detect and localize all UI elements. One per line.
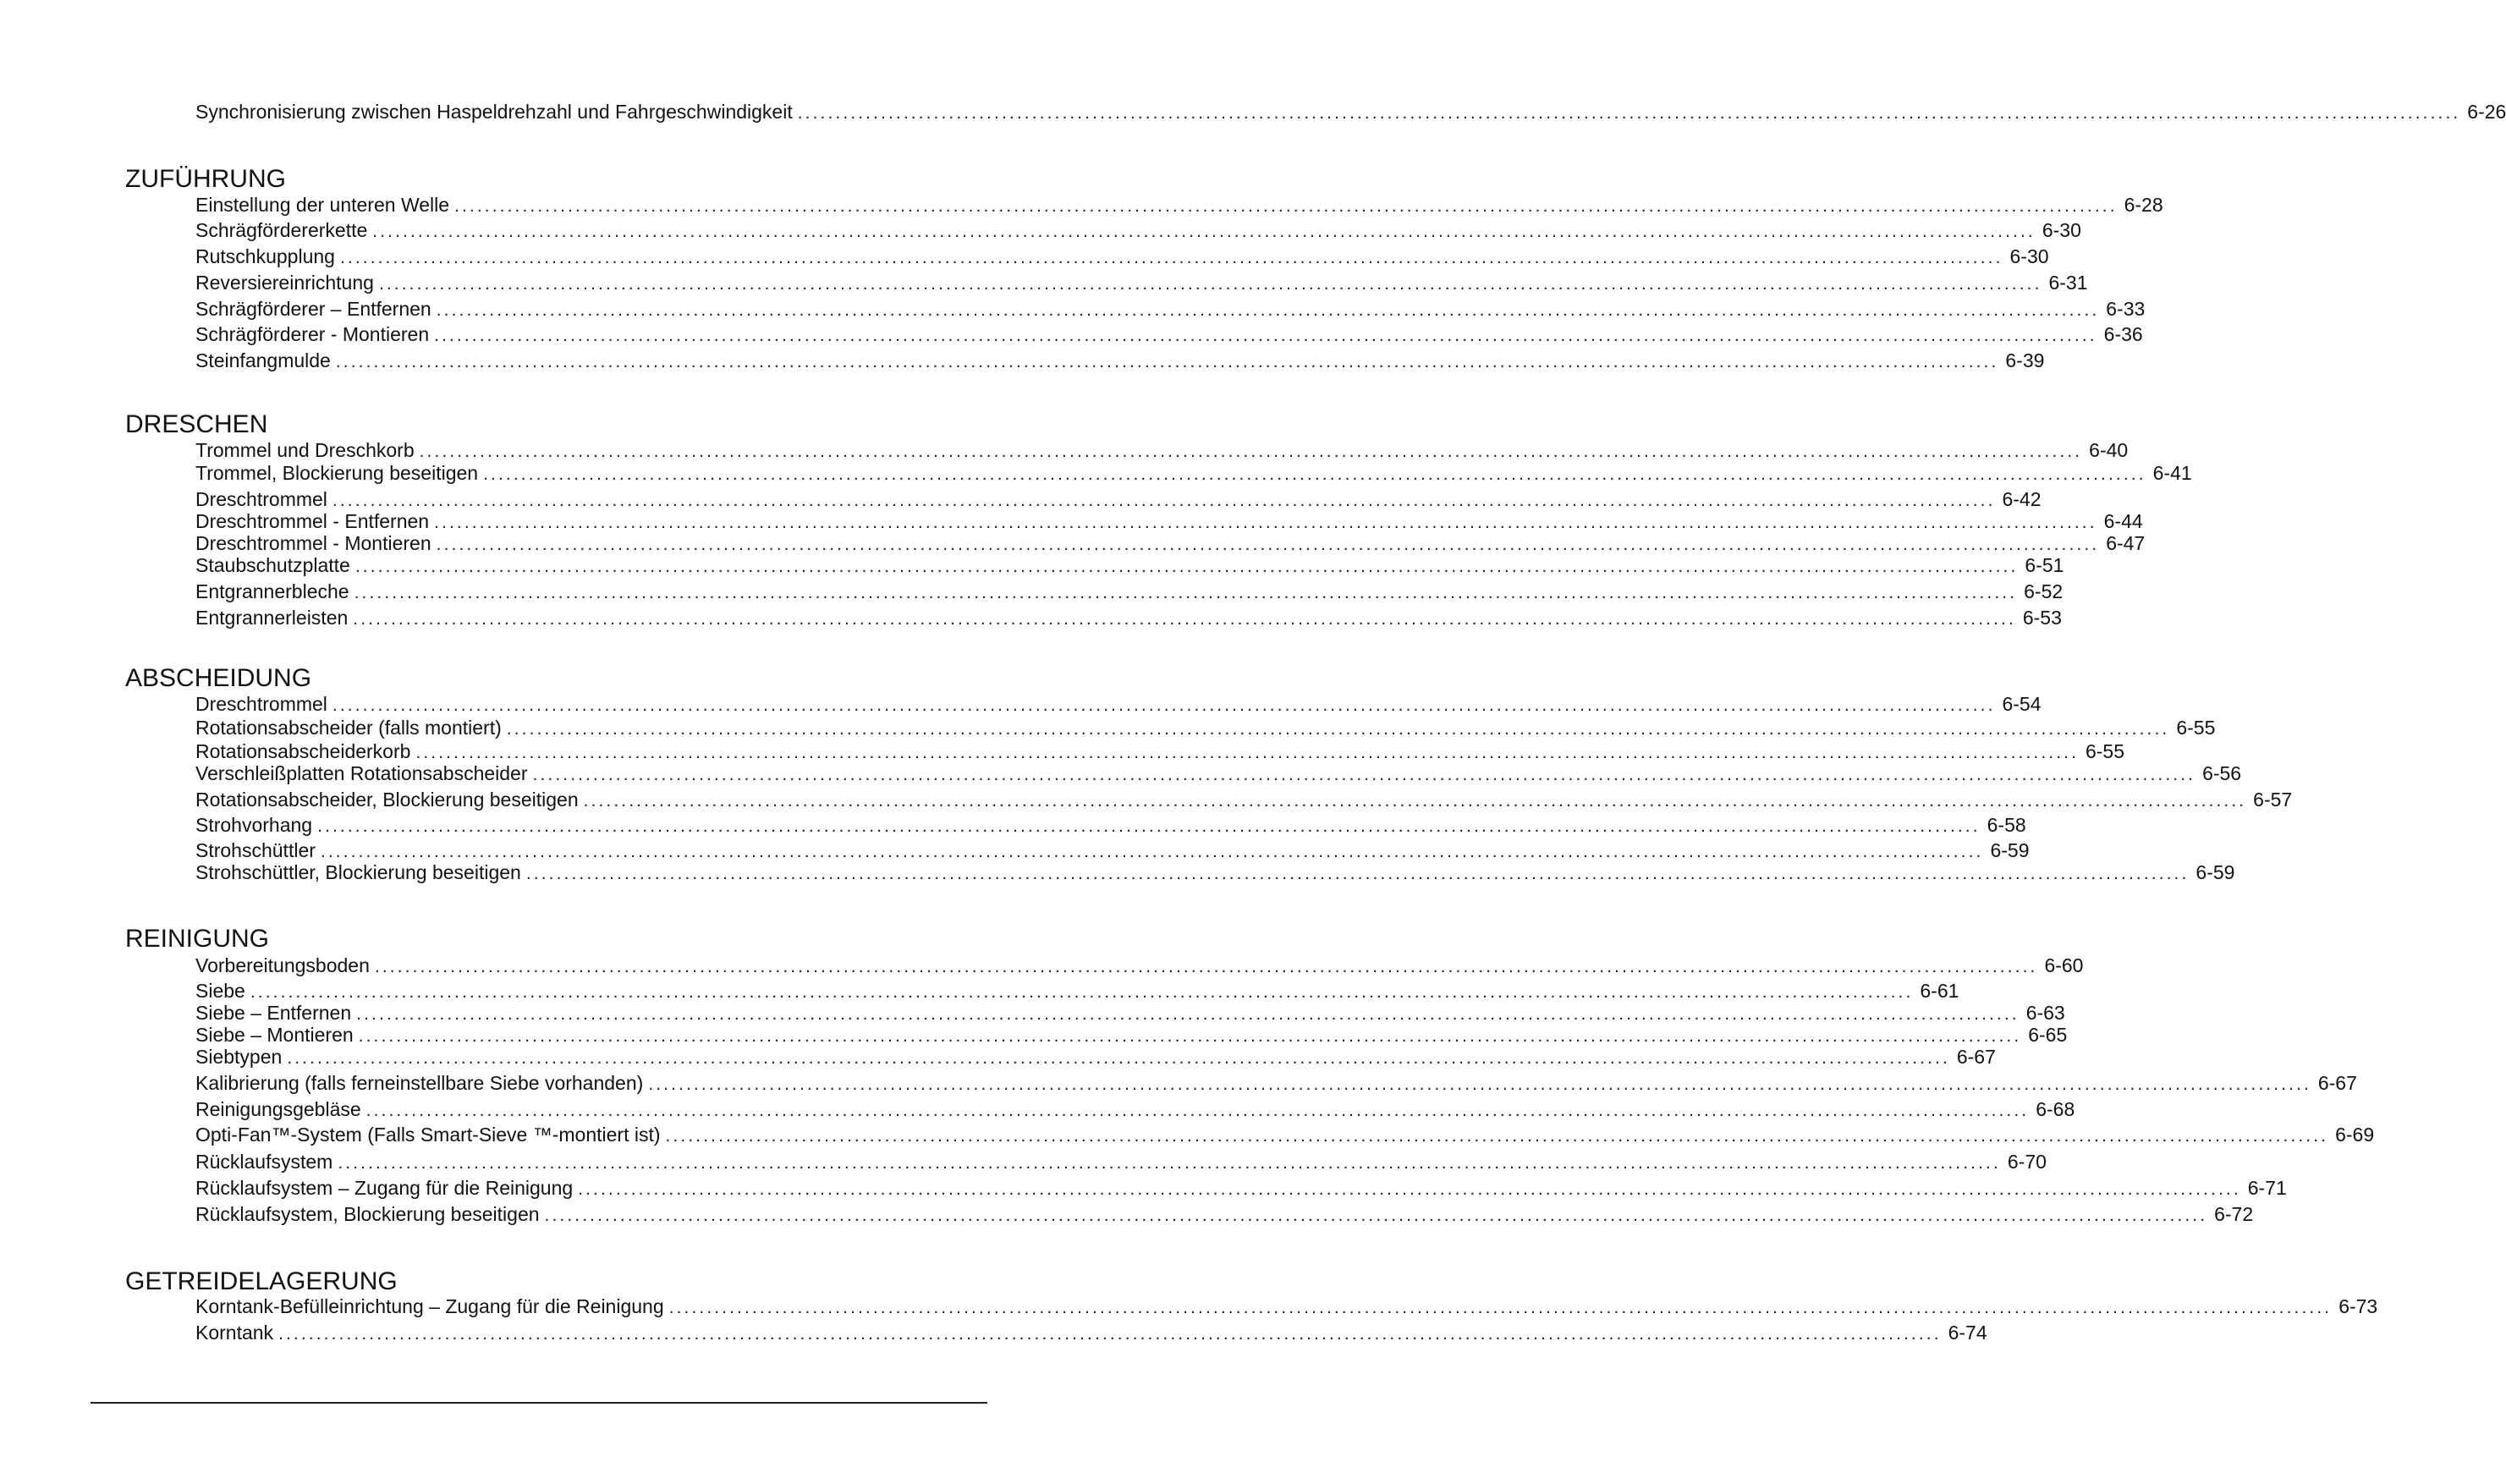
toc-entry-title: Einstellung der unteren Welle [195,194,450,216]
toc-entry-title: Schrägfördererkette [195,219,368,241]
toc-entry [195,344,2045,371]
toc-entry-page-number: 6-70 [2007,1151,2047,1173]
toc-entry-page-number: 6-74 [1948,1322,1987,1344]
dot-leader: ............................................................................................................................................................................................................................ [338,1153,2001,1173]
dot-leader: ............................................................................................................................................................................................................................ [544,1206,2208,1225]
toc-entry [195,548,2064,576]
footer-rule [91,1402,987,1404]
dot-leader: ............................................................................................................................................................................................................................ [358,1026,2022,1046]
toc-entry [195,1118,2375,1146]
dot-leader: ............................................................................................................................................................................................................................ [583,791,2247,811]
dot-leader: ............................................................................................................................................................................................................................ [335,352,1999,371]
toc-entry-page-number: 6-40 [2089,439,2129,461]
toc-entry-title: Dreschtrommel [195,488,327,510]
dot-leader: ............................................................................................................................................................................................................................ [378,274,2042,294]
toc-entry-page-number: 6-56 [2202,762,2242,784]
toc-entry-page-number: 6-59 [2195,861,2235,883]
toc-entry-title: Rücklaufsystem – Zugang für die Reinigung [195,1177,574,1199]
toc-entry [195,1289,2378,1317]
toc-entry-page-number: 6-26 [2467,101,2506,123]
toc-entry-page-number: 6-47 [2106,532,2146,554]
toc-entry-title: Opti-Fan™-System (Falls Smart-Sieve ™-montiert ist) [195,1124,661,1146]
toc-entry-title: Siebtypen [195,1046,283,1068]
toc-entry-page-number: 6-72 [2214,1203,2254,1225]
dot-leader: ............................................................................................................................................................................................................................ [332,491,1996,510]
toc-entry-title: Rotationsabscheiderkorb [195,740,411,762]
toc-entry [195,783,2293,811]
dot-leader: ............................................................................................................................................................................................................................ [250,982,1914,1002]
toc-entry-title: Vorbereitungsboden [195,954,370,976]
toc-entry-title: Reversiereinrichtung [195,272,374,294]
toc-entry-page-number: 6-44 [2103,510,2143,532]
dot-leader: ............................................................................................................................................................................................................................ [483,464,2146,484]
dot-leader: ............................................................................................................................................................................................................................ [320,842,1984,861]
toc-entry [195,1092,2075,1120]
toc-entry-page-number: 6-36 [2103,323,2143,345]
toc-entry-page-number: 6-65 [2028,1024,2068,1046]
toc-entry-page-number: 6-67 [2317,1072,2357,1094]
toc-entry-title: Steinfangmulde [195,349,331,371]
toc-entry [195,1316,1987,1344]
dot-leader: ............................................................................................................................................................................................................................ [532,765,2196,784]
dot-leader: ............................................................................................................................................................................................................................ [648,1075,2311,1094]
dot-leader: ............................................................................................................................................................................................................................ [353,609,2016,629]
toc-entry-title: Trommel, Blockierung beseitigen [195,462,479,484]
toc-entry [195,456,2192,484]
toc-entry-page-number: 6-69 [2335,1124,2375,1146]
toc-entry-page-number: 6-54 [2002,693,2042,715]
toc-entry-title: Korntank [195,1322,274,1344]
toc-entry-page-number: 6-42 [2002,488,2042,510]
toc-entry-title: Rücklaufsystem [195,1151,333,1173]
dot-leader: ............................................................................................................................................................................................................................ [415,743,2080,762]
toc-entry-page-number: 6-53 [2022,607,2062,629]
toc-entry-title: Dreschtrommel - Montieren [195,532,431,554]
dot-leader: ............................................................................................................................................................................................................................ [436,535,2100,554]
toc-entry-title: Rücklaufsystem, Blockierung beseitigen [195,1203,540,1225]
dot-leader: ............................................................................................................................................................................................................................ [354,583,2018,602]
dot-leader: ............................................................................................................................................................................................................................ [434,513,2097,532]
dot-leader: ............................................................................................................................................................................................................................ [419,442,2083,461]
toc-entry-page-number: 6-61 [1920,980,1959,1002]
toc-entry [195,213,2081,241]
dot-leader: ............................................................................................................................................................................................................................ [372,222,2036,241]
dot-leader: ............................................................................................................................................................................................................................ [317,816,1981,836]
toc-entry-page-number: 6-67 [1956,1046,1996,1068]
toc-entry [195,1066,2357,1094]
dot-leader: ............................................................................................................................................................................................................................ [287,1048,1950,1068]
toc-entry [195,1145,2047,1173]
toc-entry-title: Schrägförderer - Montieren [195,323,430,345]
dot-leader: ............................................................................................................................................................................................................................ [278,1324,1942,1344]
toc-entry-title: Entgrannerbleche [195,580,349,602]
toc-entry-title: Rutschkupplung [195,245,335,267]
toc-entry [195,317,2143,345]
toc-entry-title: Rotationsabscheider (falls montiert) [195,717,502,739]
section-heading: ABSCHEIDUNG [125,664,312,692]
toc-entry [195,292,2146,320]
toc-entry-title: Staubschutzplatte [195,554,350,576]
toc-entry-page-number: 6-28 [2124,194,2163,216]
toc-entry-page-number: 6-31 [2048,272,2088,294]
toc-entry [195,855,2235,883]
toc-entry-page-number: 6-57 [2253,789,2293,811]
toc-entry-title: Schrägförderer – Entfernen [195,298,431,320]
toc-entry-title: Reinigungsgebläse [195,1098,361,1120]
dot-leader: ............................................................................................................................................................................................................................ [665,1126,2329,1146]
toc-entry [195,1171,2287,1199]
toc-entry-page-number: 6-30 [2042,219,2081,241]
toc-entry-page-number: 6-39 [2005,349,2045,371]
dot-leader: ............................................................................................................................................................................................................................ [436,300,2100,320]
dot-leader: ............................................................................................................................................................................................................................ [434,326,2097,345]
dot-leader: ............................................................................................................................................................................................................................ [797,103,2461,123]
toc-entry [195,1040,1996,1068]
toc-entry-page-number: 6-55 [2085,740,2125,762]
toc-entry-page-number: 6-73 [2338,1295,2378,1317]
toc-entry [195,948,2084,976]
toc-entry-title: Rotationsabscheider, Blockierung beseitigen [195,789,579,811]
toc-entry-page-number: 6-63 [2025,1002,2065,1024]
dot-leader: ............................................................................................................................................................................................................................ [365,1101,2030,1120]
toc-entry-page-number: 6-60 [2044,954,2084,976]
dot-leader: ............................................................................................................................................................................................................................ [668,1298,2333,1317]
toc-entry-page-number: 6-68 [2036,1098,2075,1120]
dot-leader: ............................................................................................................................................................................................................................ [374,957,2038,976]
toc-entry [195,601,2062,629]
dot-leader: ............................................................................................................................................................................................................................ [339,248,2003,267]
toc-entry [195,574,2064,602]
toc-entry [195,239,2049,267]
toc-entry-page-number: 6-55 [2176,717,2216,739]
toc-entry-page-number: 6-33 [2106,298,2146,320]
toc-entry-page-number: 6-41 [2152,462,2192,484]
dot-leader: ............................................................................................................................................................................................................................ [506,719,2170,739]
toc-entry [195,95,2506,123]
toc-entry-title: Kalibrierung (falls ferneinstellbare Siebe vorhanden) [195,1072,644,1094]
toc-entry [195,266,2088,294]
toc-entry [195,808,2026,836]
toc-entry-title: Siebe – Entfernen [195,1002,352,1024]
toc-entry-page-number: 6-59 [1990,839,2030,861]
dot-leader: ............................................................................................................................................................................................................................ [578,1179,2241,1199]
dot-leader: ............................................................................................................................................................................................................................ [525,864,2190,883]
toc-entry-title: Strohschüttler, Blockierung beseitigen [195,861,521,883]
toc-entry-title: Siebe – Montieren [195,1024,354,1046]
toc-entry-title: Trommel und Dreschkorb [195,439,415,461]
section-heading: ZUFÜHRUNG [125,165,286,193]
toc-entry-page-number: 6-58 [1987,814,2026,836]
toc-entry-title: Verschleißplatten Rotationsabscheider [195,762,528,784]
dot-leader: ............................................................................................................................................................................................................................ [332,695,1996,715]
section-heading: DRESCHEN [125,410,268,438]
section-heading: GETREIDELAGERUNG [125,1267,398,1295]
toc-entry-title: Dreschtrommel [195,693,327,715]
toc-entry-title: Strohschüttler [195,839,316,861]
toc-entry-title: Korntank-Befülleinrichtung – Zugang für die Reinigung [195,1295,664,1317]
toc-entry [195,756,2242,784]
toc-entry-page-number: 6-71 [2247,1177,2287,1199]
toc-entry [195,188,2163,216]
toc-entry-title: Entgrannerleisten [195,607,349,629]
toc-entry-title: Siebe [195,980,245,1002]
toc-entry-title: Synchronisierung zwischen Haspeldrehzahl und Fahrgeschwindigkeit [195,101,793,123]
dot-leader: ............................................................................................................................................................................................................................ [454,196,2118,216]
toc-entry-page-number: 6-30 [2009,245,2049,267]
toc-entry-title: Strohvorhang [195,814,313,836]
toc-entry-page-number: 6-51 [2025,554,2064,576]
toc-entry [195,1197,2254,1225]
dot-leader: ............................................................................................................................................................................................................................ [354,557,2019,576]
section-heading: REINIGUNG [125,925,270,953]
dot-leader: ............................................................................................................................................................................................................................ [356,1004,2020,1024]
toc-entry-title: Dreschtrommel - Entfernen [195,510,430,532]
toc-entry-page-number: 6-52 [2024,580,2064,602]
